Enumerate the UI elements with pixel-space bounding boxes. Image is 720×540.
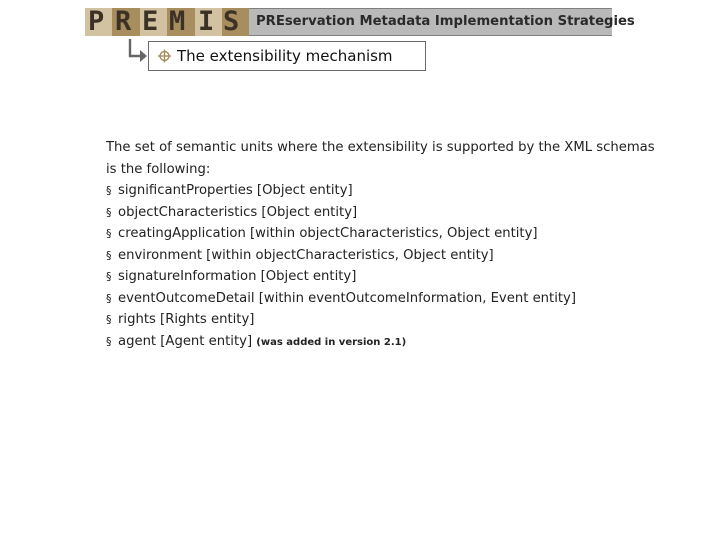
semantic-unit-list [106, 180, 666, 353]
bullet-icon: § [106, 270, 112, 283]
version-note: (was added in version 2.1) [256, 336, 407, 348]
slide-title: The extensibility mechanism [177, 47, 393, 65]
slide-body [106, 137, 666, 353]
list-item-text: significantProperties [Object entity] [118, 183, 353, 198]
list-item-text: environment [within objectCharacteristics, Object entity] [118, 247, 494, 263]
list-item-text: eventOutcomeDetail [within eventOutcomeInformation, Event entity] [118, 290, 576, 306]
list-item [106, 309, 666, 331]
bullet-icon: § [106, 291, 112, 305]
list-item-text: objectCharacteristics [Object entity] [118, 204, 358, 220]
bullet-icon: § [106, 313, 112, 326]
list-item [106, 245, 666, 267]
list-item-text: agent [Agent entity] [118, 333, 253, 349]
list-item [106, 331, 666, 354]
slide-title-box [148, 41, 426, 71]
bullet-icon: § [106, 227, 112, 240]
list-item-text: rights [Rights entity] [118, 312, 255, 327]
logo-letters [85, 8, 249, 36]
tagline-bar [249, 8, 635, 36]
list-item [106, 202, 666, 224]
crosshair-icon [158, 49, 171, 63]
list-item [106, 223, 666, 245]
list-item [106, 180, 666, 202]
bullet-icon: § [106, 205, 112, 219]
header-banner [85, 6, 635, 37]
logo-letter: S [223, 6, 240, 37]
bullet-icon: § [106, 248, 112, 262]
logo-letter: I [198, 6, 215, 37]
elbow-arrow-icon [126, 38, 150, 64]
tagline-text: PREservation Metadata Implementation Strategies [256, 14, 635, 29]
premis-logo [85, 8, 249, 36]
bullet-icon: § [106, 334, 112, 348]
logo-letter: M [169, 6, 186, 37]
list-item-text: signatureInformation [Object entity] [118, 269, 357, 284]
logo-letter: R [115, 6, 132, 37]
bullet-icon: § [106, 184, 112, 197]
list-item-text: creatingApplication [within objectCharacteristics, Object entity] [118, 226, 538, 241]
list-item [106, 266, 666, 288]
logo-letter: E [142, 6, 159, 37]
list-item [106, 288, 666, 310]
logo-letter: P [88, 6, 105, 37]
intro-text: The set of semantic units where the extensibility is supported by the XML schemas is the following: [106, 140, 655, 177]
